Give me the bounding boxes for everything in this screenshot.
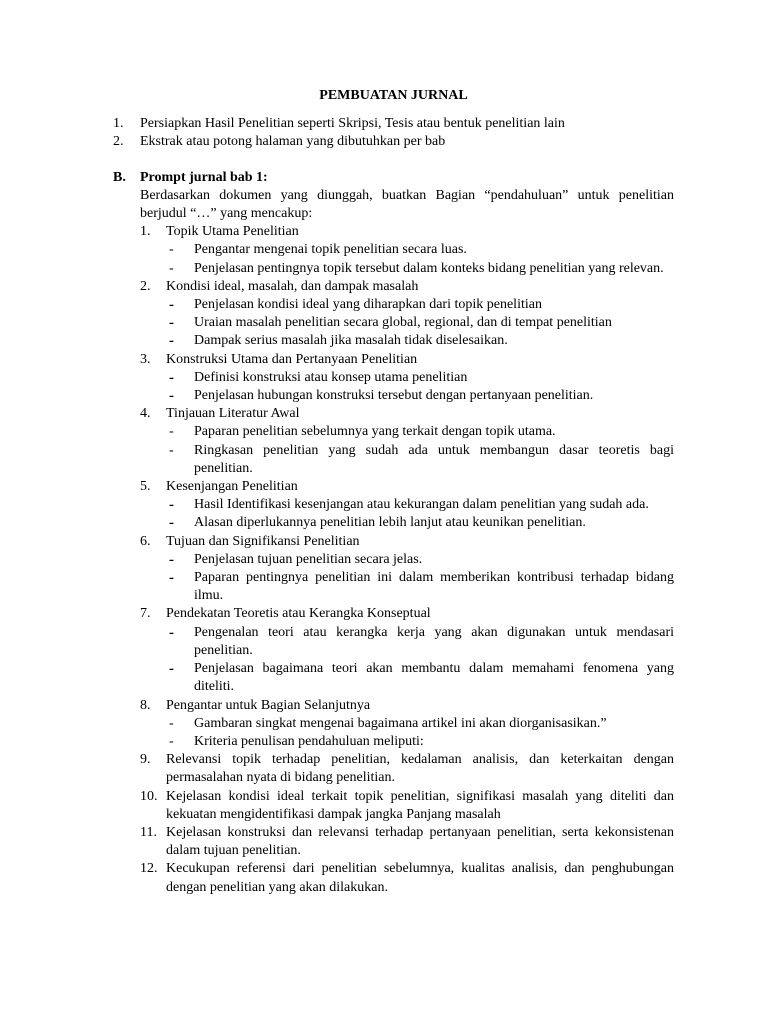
prompt-item-text: Kecukupan referensi dari penelitian sebelumnya, kualitas analisis, dan penghubungan dengan penelitian yang akan dilakukan. (166, 861, 674, 895)
prompt-item-number: 11. (140, 824, 157, 840)
prompt-item (140, 351, 674, 369)
prompt-subitem (166, 660, 674, 696)
dash-bullet: - (169, 733, 174, 749)
dash-bullet: - (169, 497, 174, 514)
prompt-item-text: Tinjauan Literatur Awal (166, 406, 300, 422)
dash-bullet: - (169, 715, 174, 731)
dash-bullet: - (169, 515, 174, 532)
dash-bullet: - (169, 551, 174, 568)
dash-bullet: - (169, 661, 174, 678)
intro-text: Ekstrak atau potong halaman yang dibutuhkan per bab (140, 134, 446, 150)
dash-bullet: - (169, 297, 174, 314)
prompt-item-number: 6. (140, 533, 151, 549)
prompt-item-number: 7. (140, 606, 151, 622)
section-letter: B. (113, 169, 126, 185)
prompt-subitem (166, 733, 674, 751)
prompt-item-text: Kondisi ideal, masalah, dan dampak masalah (166, 278, 419, 294)
dash-bullet: - (169, 369, 174, 386)
prompt-item (140, 605, 674, 623)
prompt-item-text: Relevansi topik terhadap penelitian, kedalaman analisis, dan keterkaitan dengan permasalahan nyata di bidang penelitian. (166, 752, 674, 786)
prompt-subitem (166, 260, 674, 278)
prompt-subitem (166, 551, 674, 569)
section-heading-text: Prompt jurnal bab 1: (140, 169, 268, 185)
dash-bullet: - (169, 333, 174, 350)
prompt-subitem-text: Kriteria penulisan pendahuluan meliputi: (194, 733, 424, 749)
prompt-subitem-text: Penjelasan pentingnya topik tersebut dalam konteks bidang penelitian yang relevan. (194, 260, 664, 276)
prompt-subitem (166, 296, 674, 314)
prompt-item-number: 5. (140, 479, 151, 495)
prompt-subitem-text: Penjelasan kondisi ideal yang diharapkan dari topik penelitian (194, 297, 542, 313)
prompt-subitem (166, 569, 674, 605)
prompt-subitem (166, 624, 674, 660)
prompt-subitem-text: Uraian masalah penelitian secara global, regional, dan di tempat penelitian (194, 315, 612, 331)
dash-bullet: - (169, 315, 174, 332)
prompt-item-text: Pengantar untuk Bagian Selanjutnya (166, 697, 371, 713)
prompt-subitem (166, 715, 674, 733)
prompt-item-number: 10. (140, 788, 158, 804)
prompt-item (140, 533, 674, 551)
dash-bullet: - (169, 442, 174, 458)
prompt-subitem (166, 442, 674, 478)
prompt-subitem-text: Penjelasan tujuan penelitian secara jelas. (194, 551, 423, 567)
spacer (113, 152, 674, 169)
prompt-item-number: 4. (140, 406, 151, 422)
prompt-item (140, 697, 674, 715)
prompt-subitem-text: Ringkasan penelitian yang sudah ada untuk membangun dasar teoretis bagi penelitian. (194, 442, 674, 476)
intro-item (113, 133, 674, 151)
prompt-subitem-text: Gambaran singkat mengenai bagaimana artikel ini akan diorganisasikan.” (194, 715, 607, 731)
dash-bullet: - (169, 260, 174, 276)
prompt-item-number: 8. (140, 697, 151, 713)
prompt-item (140, 405, 674, 423)
intro-item (113, 115, 674, 133)
prompt-item-number: 2. (140, 278, 151, 294)
prompt-item-text: Kejelasan konstruksi dan relevansi terhadap pertanyaan penelitian, serta kekonsistenan dalam tujuan penelitian. (166, 824, 674, 859)
dash-bullet: - (169, 570, 174, 587)
prompt-item-number: 3. (140, 351, 151, 367)
document-title: PEMBUATAN JURNAL (319, 88, 468, 103)
prompt-subitem (166, 423, 674, 441)
prompt-item (140, 788, 674, 824)
intro-number: 1. (113, 116, 124, 132)
prompt-subitem (166, 332, 674, 350)
prompt-item (140, 278, 674, 296)
prompt-subitem-text: Paparan pentingnya penelitian ini dalam memberikan kontribusi terhadap bidang ilmu. (194, 570, 674, 604)
prompt-item-text: Kesenjangan Penelitian (166, 479, 298, 495)
prompt-item (140, 824, 674, 860)
prompt-subitem-text: Penjelasan bagaimana teori akan membantu dalam memahami fenomena yang diteliti. (194, 661, 674, 695)
prompt-subitem-text: Hasil Identifikasi kesenjangan atau kekurangan dalam penelitian yang sudah ada. (194, 497, 649, 513)
prompt-subitem (166, 387, 674, 405)
prompt-subitem (166, 241, 674, 259)
prompt-item-number: 9. (140, 752, 151, 768)
prompt-subitem (166, 496, 674, 514)
dash-bullet: - (169, 388, 174, 405)
intro-text: Persiapkan Hasil Penelitian seperti Skripsi, Tesis atau bentuk penelitian lain (140, 116, 565, 132)
prompt-subitem-text: Alasan diperlukannya penelitian lebih lanjut atau keunikan penelitian. (194, 515, 586, 531)
prompt-subitem-text: Paparan penelitian sebelumnya yang terkait dengan topik utama. (194, 424, 556, 440)
dash-bullet: - (169, 624, 174, 641)
prompt-subitem-text: Penjelasan hubungan konstruksi tersebut dengan pertanyaan penelitian. (194, 388, 594, 404)
prompt-item (140, 478, 674, 496)
prompt-item-text: Konstruksi Utama dan Pertanyaan Penelitian (166, 351, 418, 367)
prompt-subitem (166, 369, 674, 387)
document-body (113, 87, 674, 897)
section-heading (113, 169, 674, 187)
prompt-subitem-text: Definisi konstruksi atau konsep utama penelitian (194, 369, 468, 385)
prompt-item (140, 860, 674, 896)
prompt-subitem-text: Pengantar mengenai topik penelitian secara luas. (194, 242, 467, 258)
prompt-subitem-text: Dampak serius masalah jika masalah tidak diselesaikan. (194, 333, 508, 349)
prompt-item-list (113, 223, 674, 897)
prompt-item-text: Pendekatan Teoretis atau Kerangka Konseptual (166, 606, 431, 622)
prompt-item (140, 223, 674, 241)
prompt-subitem (166, 314, 674, 332)
prompt-item-text: Kejelasan kondisi ideal terkait topik penelitian, signifikasi masalah yang diteliti dan kekuatan mengidentifikasi dampak jangka Panjang masalah (166, 788, 674, 822)
dash-bullet: - (169, 424, 174, 440)
dash-bullet: - (169, 242, 174, 258)
prompt-subitem (166, 514, 674, 532)
prompt-subitem-text: Pengenalan teori atau kerangka kerja yang akan digunakan untuk mendasari penelitian. (194, 624, 674, 658)
prompt-item-number: 12. (140, 861, 158, 877)
prompt-item-number: 1. (140, 224, 151, 240)
prompt-item-text: Topik Utama Penelitian (166, 224, 299, 240)
prompt-item-text: Tujuan dan Signifikansi Penelitian (166, 533, 360, 549)
section-paragraph: Berdasarkan dokumen yang diunggah, buatkan Bagian “pendahuluan” untuk penelitian berjudul “…” yang mencakup: (140, 187, 674, 222)
prompt-item (140, 751, 674, 787)
intro-number: 2. (113, 134, 124, 150)
